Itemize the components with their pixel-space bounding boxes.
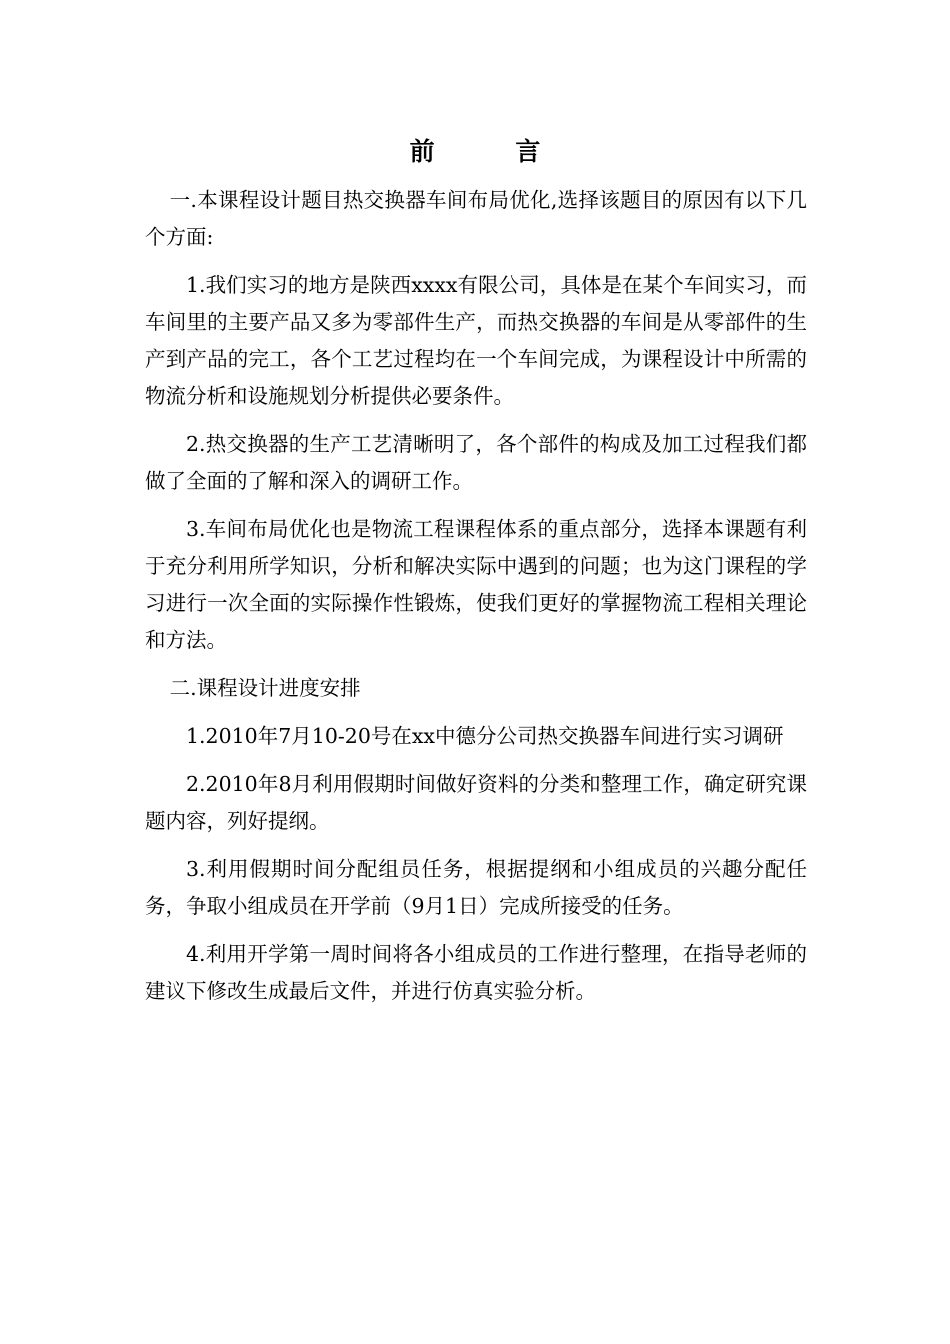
page-title: 前 言 xyxy=(409,137,577,166)
paragraph-reason-1: 1.我们实习的地方是陕西xxxx有限公司，具体是在某个车间实习，而车间里的主要产品又多为零部件生产，而热交换器的车间是从零部件的生产到产品的完工，各个工艺过程均在一个车间完成，为课程设计中所需的物流分析和设施规划分析提供必要条件。 xyxy=(145,273,807,408)
paragraph-schedule-2: 2.2010年8月利用假期时间做好资料的分类和整理工作，确定研究课题内容，列好提纲。 xyxy=(145,772,807,833)
document-body xyxy=(145,182,807,1010)
paragraph-schedule-4: 4.利用开学第一周时间将各小组成员的工作进行整理，在指导老师的建议下修改生成最后文件，并进行仿真实验分析。 xyxy=(145,942,807,1003)
paragraph-schedule-3: 3.利用假期时间分配组员任务，根据提纲和小组成员的兴趣分配任务，争取小组成员在开学前（9月1日）完成所接受的任务。 xyxy=(145,857,807,918)
section-heading-1: 一.本课程设计题目热交换器车间布局优化,选择该题目的原因有以下几个方面: xyxy=(145,188,807,249)
paragraph-reason-3: 3.车间布局优化也是物流工程课程体系的重点部分，选择本课题有利于充分利用所学知识，分析和解决实际中遇到的问题；也为这门课程的学习进行一次全面的实际操作性锻炼，使我们更好的掌握物流工程相关理论和方法。 xyxy=(145,517,807,652)
section-heading-2: 二.课程设计进度安排 xyxy=(169,676,361,700)
paragraph-reason-2: 2.热交换器的生产工艺清晰明了，各个部件的构成及加工过程我们都做了全面的了解和深入的调研工作。 xyxy=(145,432,807,493)
paragraph-schedule-1: 1.2010年7月10-20号在xx中德分公司热交换器车间进行实习调研 xyxy=(186,724,784,748)
